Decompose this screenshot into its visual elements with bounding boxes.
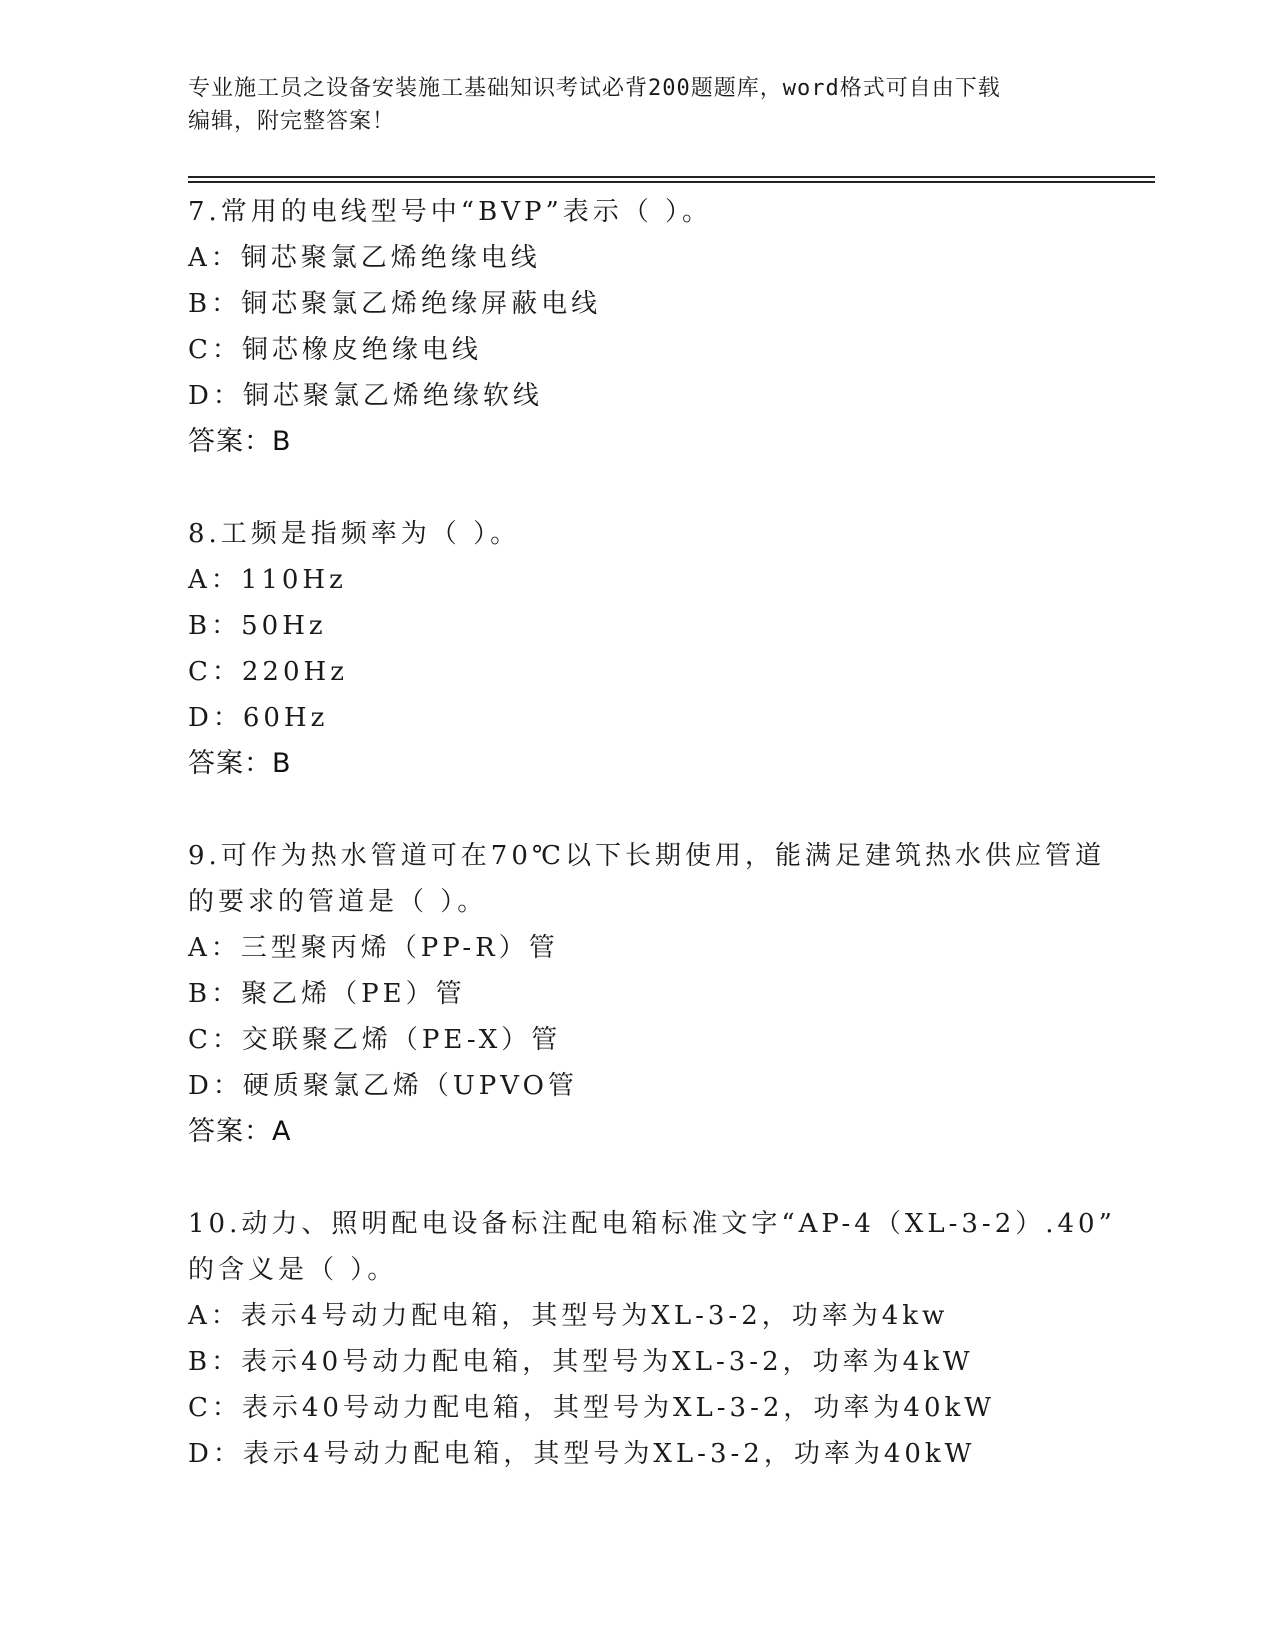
header-divider-top — [188, 176, 1155, 178]
question-stem: 7.常用的电线型号中“BVP”表示（ ）。 — [188, 197, 713, 227]
option-b: B：聚乙烯（PE）管 — [188, 979, 466, 1009]
option-b: B：铜芯聚氯乙烯绝缘屏蔽电线 — [188, 289, 602, 319]
question-stem-continued: 的含义是（ ）。 — [188, 1255, 398, 1285]
option-c: C：220Hz — [188, 657, 348, 687]
answer-line: 答案：B — [188, 426, 292, 457]
option-d: D：表示4号动力配电箱，其型号为XL-3-2，功率为40kW — [188, 1439, 976, 1469]
answer-line: 答案：A — [188, 1116, 292, 1147]
option-d: D：60Hz — [188, 703, 329, 733]
question-9 — [188, 833, 1105, 1155]
option-a: A：三型聚丙烯（PP-R）管 — [188, 933, 559, 963]
option-a: A：110Hz — [188, 565, 347, 595]
option-b: B：表示40号动力配电箱，其型号为XL-3-2，功率为4kW — [188, 1347, 974, 1377]
header-divider-bottom — [188, 181, 1155, 183]
option-c: C：铜芯橡皮绝缘电线 — [188, 335, 482, 365]
header-line-2: 编辑，附完整答案！ — [188, 109, 396, 134]
option-a: A：铜芯聚氯乙烯绝缘电线 — [188, 243, 541, 273]
question-10 — [188, 1201, 1116, 1477]
answer-line: 答案：B — [188, 748, 292, 779]
document-header — [188, 72, 1088, 138]
question-stem: 10.动力、照明配电设备标注配电箱标准文字“AP-4（XL-3-2）.40” — [188, 1209, 1116, 1239]
option-a: A：表示4号动力配电箱，其型号为XL-3-2，功率为4kw — [188, 1301, 949, 1331]
option-c: C：交联聚乙烯（PE-X）管 — [188, 1025, 562, 1055]
question-stem: 9.可作为热水管道可在70℃以下长期使用，能满足建筑热水供应管道 — [188, 841, 1105, 871]
question-stem: 8.工频是指频率为（ ）。 — [188, 519, 521, 549]
option-c: C：表示40号动力配电箱，其型号为XL-3-2，功率为40kW — [188, 1393, 995, 1423]
option-d: D：硬质聚氯乙烯（UPVO管 — [188, 1071, 578, 1101]
option-d: D：铜芯聚氯乙烯绝缘软线 — [188, 381, 543, 411]
question-7 — [188, 189, 1088, 465]
question-stem-continued: 的要求的管道是（ ）。 — [188, 887, 488, 917]
header-line-1: 专业施工员之设备安装施工基础知识考试必背200题题库，word格式可自由下载 — [188, 76, 1001, 101]
question-8 — [188, 511, 1088, 787]
question-list — [188, 189, 1116, 1523]
option-b: B：50Hz — [188, 611, 327, 641]
